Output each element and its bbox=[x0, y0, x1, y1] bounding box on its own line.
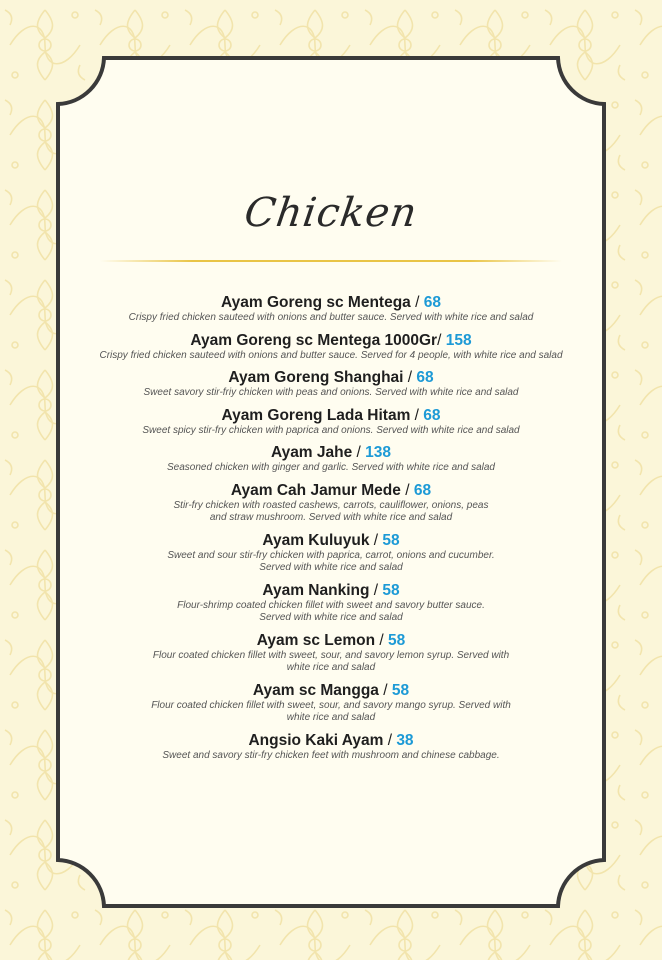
menu-item-price: 58 bbox=[382, 581, 400, 599]
menu-item-title: Ayam sc Lemon / 58 bbox=[256, 631, 406, 649]
menu-item-price: 158 bbox=[445, 331, 472, 349]
menu-item bbox=[70, 443, 592, 475]
menu-item-title: Ayam Cah Jamur Mede / 68 bbox=[230, 481, 432, 499]
menu-item-title: Ayam Jahe / 138 bbox=[270, 444, 392, 461]
menu-item-description: white rice and salad bbox=[286, 662, 376, 673]
menu-item-title: Ayam Goreng sc Mentega 1000Gr/ 158 bbox=[190, 331, 472, 349]
menu-item-price: 138 bbox=[365, 444, 392, 461]
menu-item-title: Ayam Goreng Lada Hitam / 68 bbox=[221, 406, 441, 424]
menu-item-price: 38 bbox=[396, 731, 414, 749]
menu-item-title: Ayam Kuluyuk / 58 bbox=[262, 531, 400, 549]
menu-item-description: Sweet and sour stir-fry chicken with paprica, carrot, onions and cucumber. bbox=[167, 549, 495, 561]
menu-item-description: Sweet and savory stir-fry chicken feet with mushroom and chinese cabbage. bbox=[162, 749, 500, 761]
menu-item bbox=[70, 331, 592, 363]
menu-item-description: Seasoned chicken with ginger and garlic. Served with white rice and salad bbox=[167, 462, 495, 473]
section-title: Chicken bbox=[241, 190, 421, 236]
menu-item-description: Served with white rice and salad bbox=[259, 612, 403, 623]
menu-content bbox=[70, 180, 592, 880]
menu-item-price: 68 bbox=[423, 406, 441, 424]
menu-item-description: Flour coated chicken fillet with sweet, sour, and savory mango syrup. Served with bbox=[151, 699, 511, 711]
menu-item-description: Stir-fry chicken with roasted cashews, carrots, cauliflower, onions, peas bbox=[173, 499, 489, 511]
menu-item-description: Served with white rice and salad bbox=[259, 562, 403, 573]
menu-item-title: Ayam Goreng sc Mentega / 68 bbox=[221, 294, 441, 311]
menu-item-description: and straw mushroom. Served with white rice and salad bbox=[209, 512, 453, 523]
menu-item bbox=[70, 581, 592, 625]
menu-item bbox=[70, 631, 592, 675]
menu-item-price: 68 bbox=[423, 294, 441, 311]
menu-item bbox=[70, 481, 592, 525]
menu-item-description: Flour-shrimp coated chicken fillet with sweet and savory butter sauce. bbox=[177, 599, 485, 611]
menu-item bbox=[70, 531, 592, 575]
menu-item bbox=[70, 406, 592, 438]
menu-item-list bbox=[70, 293, 592, 762]
menu-item-description: Flour coated chicken fillet with sweet, sour, and savory lemon syrup. Served with bbox=[152, 649, 510, 661]
menu-item bbox=[70, 293, 592, 325]
menu-item-price: 58 bbox=[382, 531, 400, 549]
menu-item-price: 68 bbox=[413, 481, 432, 499]
menu-item-price: 58 bbox=[387, 631, 406, 649]
menu-item-title: Angsio Kaki Ayam / 38 bbox=[248, 731, 414, 749]
menu-item-description: Sweet spicy stir-fry chicken with paprica and onions. Served with white rice and salad bbox=[142, 424, 520, 436]
menu-item-description: Sweet savory stir-friy chicken with peas and onions. Served with white rice and salad bbox=[143, 387, 519, 398]
menu-item-title: Ayam Goreng Shanghai / 68 bbox=[228, 369, 434, 386]
menu-item-price: 68 bbox=[416, 369, 434, 386]
menu-item-description: Crispy fried chicken sauteed with onions and butter sauce. Served for 4 people, with white rice and salad bbox=[99, 349, 563, 361]
menu-item-title: Ayam Nanking / 58 bbox=[262, 581, 400, 599]
menu-item bbox=[70, 731, 592, 763]
menu-item-title: Ayam sc Mangga / 58 bbox=[252, 681, 410, 699]
menu-item-description: Crispy fried chicken sauteed with onions and butter sauce. Served with white rice and salad bbox=[128, 312, 534, 323]
title-divider bbox=[100, 260, 562, 262]
menu-item-description: white rice and salad bbox=[286, 712, 376, 723]
menu-item-price: 58 bbox=[391, 681, 410, 699]
menu-item bbox=[70, 681, 592, 725]
menu-item bbox=[70, 368, 592, 400]
